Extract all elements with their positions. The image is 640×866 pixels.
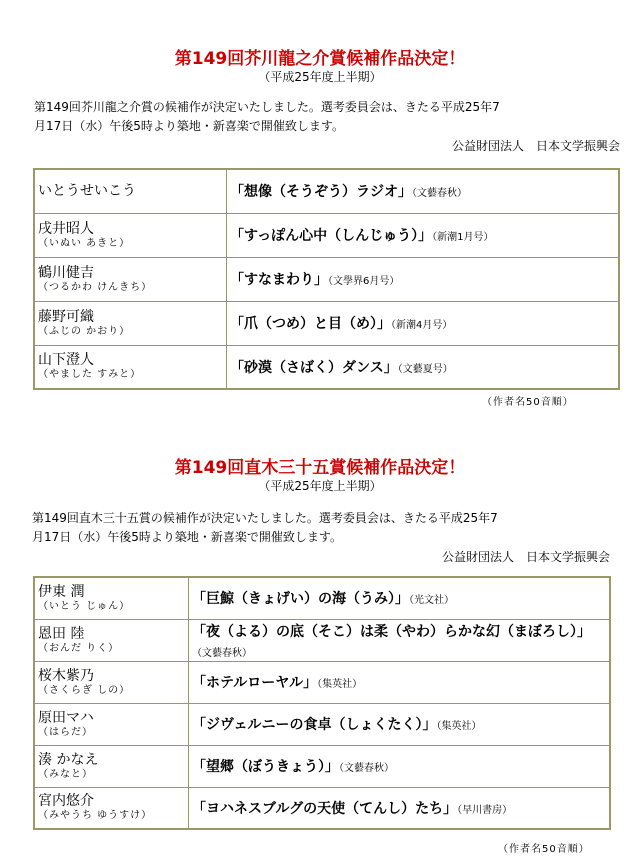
work-cell — [189, 745, 611, 787]
author-kana: （みやうち ゆうすけ） — [38, 810, 153, 822]
publisher: （文藝春秋） — [192, 647, 252, 659]
naoki-header — [0, 458, 640, 494]
work-cell — [227, 213, 620, 257]
author-name: いとうせいこう — [38, 182, 136, 199]
naoki-candidates-table — [33, 576, 611, 830]
work-title: 「夜（よる）の底（そこ）は柔（やわ）らかな幻（まぼろし）」 — [192, 623, 591, 640]
akutagawa-body-line1: 第149回芥川龍之介賞の候補作が決定いたしました。選考委員会は、きたる平成25年7 — [34, 100, 500, 114]
publisher: （文藝春秋） — [339, 763, 394, 774]
naoki-body-line2: 月17日（水）午後5時より築地・新喜楽で開催致します。 — [32, 530, 342, 544]
work-cell — [189, 619, 611, 661]
candidate-row — [34, 745, 610, 787]
akutagawa-org: 公益財団法人 日本文学振興会 — [451, 139, 620, 153]
author-name: 湊 かなえ — [38, 751, 99, 768]
akutagawa-body — [34, 98, 624, 136]
candidate-row — [34, 619, 610, 661]
work-cell — [189, 577, 611, 619]
work-cell — [227, 301, 620, 345]
candidate-row — [34, 703, 610, 745]
work-cell — [227, 169, 620, 213]
author-name: 原田マハ — [38, 709, 94, 726]
naoki-title: 第149回直木三十五賞候補作品決定！ — [174, 458, 466, 478]
work-title: 「ヨハネスブルグの天使（てんし）たち」 — [192, 800, 458, 817]
candidate-row — [34, 213, 619, 257]
author-name: 鶴川健吉 — [38, 264, 94, 281]
author-cell — [34, 745, 189, 787]
author-name: 戌井昭人 — [38, 220, 94, 237]
work-cell — [227, 257, 620, 301]
akutagawa-header — [0, 49, 640, 85]
work-cell — [189, 703, 611, 745]
author-name: 桜木紫乃 — [38, 667, 94, 684]
author-kana: （おんだ りく） — [38, 642, 120, 654]
candidate-row — [34, 257, 619, 301]
author-kana: （いぬい あきと） — [38, 237, 131, 249]
author-name: 藤野可織 — [38, 308, 94, 325]
work-title: 「すっぽん心中（しんじゅう）」 — [230, 228, 433, 244]
candidate-row — [34, 661, 610, 703]
publisher: （集英社） — [317, 679, 363, 690]
akutagawa-note: （作者名50音順） — [482, 397, 574, 408]
author-kana: （さくらぎ しの） — [38, 684, 131, 696]
author-cell — [34, 345, 227, 389]
author-cell — [34, 257, 227, 301]
author-kana: （やました すみと） — [38, 369, 142, 381]
publisher: （早川書房） — [457, 804, 513, 816]
work-cell — [189, 661, 611, 703]
work-title: 「ホテルローヤル」 — [192, 675, 318, 691]
work-title: 「想像（そうぞう）ラジオ」 — [230, 184, 412, 201]
work-title: 「望郷（ぼうきょう）」 — [192, 759, 339, 775]
author-cell — [34, 787, 189, 829]
work-title: 「すなまわり」 — [230, 272, 328, 288]
author-kana: （ふじの かおり） — [38, 325, 131, 337]
author-kana: （はらだ） — [38, 726, 93, 738]
author-name: 宮内悠介 — [38, 793, 94, 810]
publisher: （新潮1月号） — [432, 232, 494, 243]
author-cell — [34, 703, 189, 745]
candidate-row — [34, 345, 619, 389]
naoki-org: 公益財団法人 日本文学振興会 — [441, 550, 610, 564]
publisher: （新潮4月号） — [391, 320, 453, 331]
candidate-row — [34, 301, 619, 345]
work-cell — [227, 345, 620, 389]
naoki-body-line1: 第149回直木三十五賞の候補作が決定いたしました。選考委員会は、きたる平成25年7 — [32, 511, 498, 525]
author-name: 伊東 潤 — [38, 583, 85, 600]
author-kana: （つるかわ けんきち） — [38, 281, 153, 293]
work-title: 「爪（つめ）と目（め）」 — [230, 316, 391, 332]
akutagawa-candidates-table — [33, 168, 620, 390]
publisher: （文藝夏号） — [397, 363, 453, 375]
author-cell — [34, 619, 189, 661]
publisher: （光文社） — [409, 595, 454, 607]
candidate-row — [34, 787, 610, 829]
publisher: （文學界6月号） — [328, 276, 400, 287]
author-name: 恩田 陸 — [38, 625, 85, 642]
publisher: （集英社） — [436, 721, 482, 732]
work-title: 「巨鯨（きょげい）の海（うみ）」 — [192, 591, 409, 608]
naoki-subtitle: （平成25年度上半期） — [258, 479, 382, 493]
author-cell — [34, 213, 227, 257]
author-cell — [34, 169, 227, 213]
work-cell — [189, 787, 611, 829]
author-cell — [34, 577, 189, 619]
author-cell — [34, 301, 227, 345]
author-name: 山下澄人 — [38, 352, 94, 369]
naoki-body — [32, 509, 622, 547]
naoki-note: （作者名50音順） — [498, 844, 590, 855]
work-title: 「砂漠（さばく）ダンス」 — [230, 359, 398, 376]
candidate-row — [34, 577, 610, 619]
akutagawa-body-line2: 月17日（水）午後5時より築地・新喜楽で開催致します。 — [34, 119, 344, 133]
candidate-row — [34, 169, 619, 213]
author-cell — [34, 661, 189, 703]
author-kana: （みなと） — [38, 768, 93, 780]
work-title: 「ジヴェルニーの食卓（しょくたく）」 — [192, 717, 437, 733]
akutagawa-title: 第149回芥川龍之介賞候補作品決定！ — [174, 49, 466, 69]
author-kana: （いとう じゅん） — [38, 600, 131, 612]
akutagawa-subtitle: （平成25年度上半期） — [258, 70, 382, 84]
publisher: （文藝春秋） — [412, 188, 467, 200]
